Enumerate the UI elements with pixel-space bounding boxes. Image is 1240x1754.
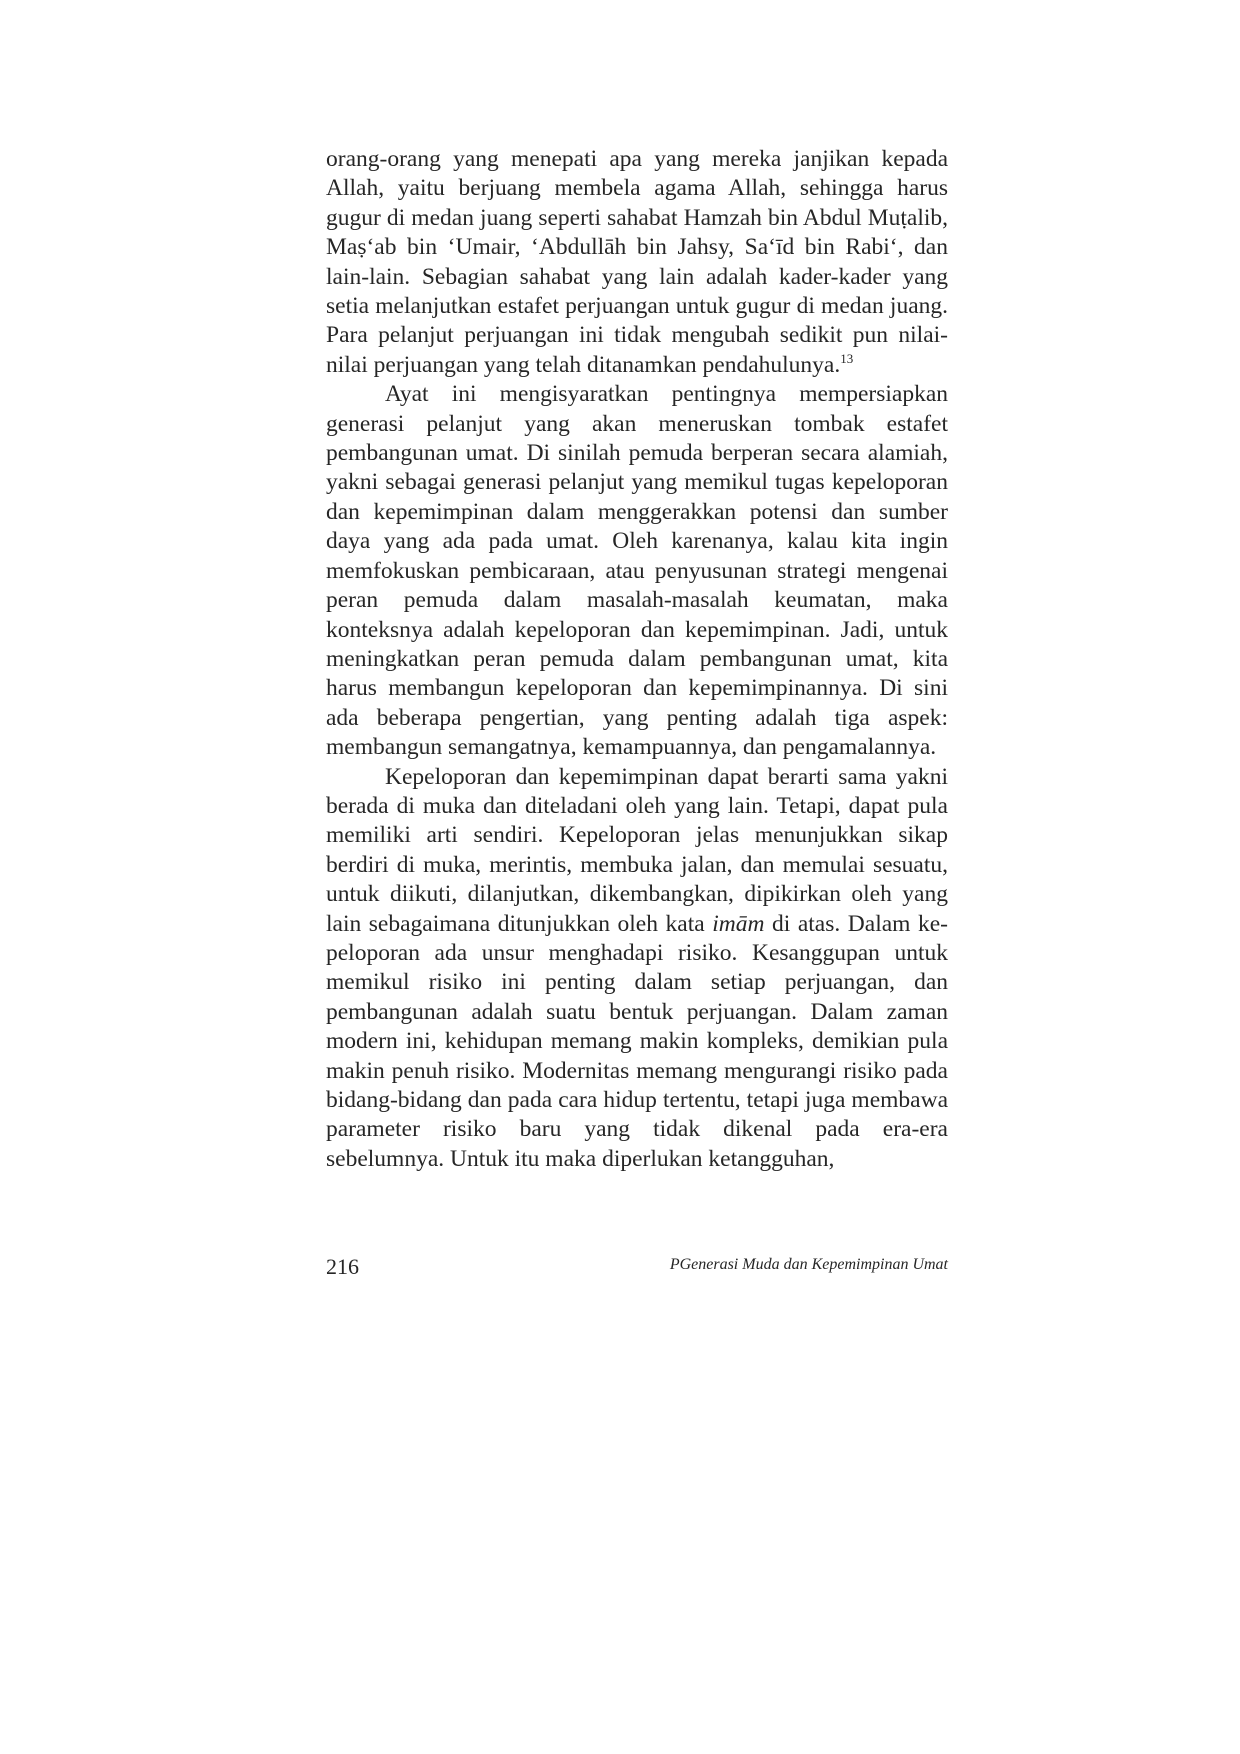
paragraph-2-text: Ayat ini mengisyaratkan pentingnya mempersiapkan generasi pelanjut yang akan meneruskan tombak estafet pembangunan umat. Di sinilah pemuda berperan secara alamiah, yakni sebagai generasi pelanjut yang memikul tugas kepeloporan dan kepemimpinan dalam menggerakkan potensi dan sumber daya yang ada pada umat. Oleh karenanya, kalau kita ingin memfokuskan pembicaraan, atau penyusunan strategi mengenai peran pemuda dalam masalah-masalah keumatan, maka konteksnya adalah kepeloporan dan kepemimpinan. Jadi, untuk meningkatkan peran pemuda dalam pembangunan umat, kita harus membangun kepeloporan dan kepemimpinannya. Di sini ada beberapa pengertian, yang penting adalah tiga aspek: membangun semangatnya, kemampuannya, dan pengamalannya. [326,381,948,761]
paragraph-2 [326,380,948,762]
paragraph-3-text-end: di atas. Dalam kepeloporan ada unsur menghadapi risiko. Kesanggupan untuk memikul risiko ini penting dalam setiap perjuangan, dan pembangunan adalah suatu bentuk perjuangan. Dalam zaman modern ini, kehidupan memang makin kompleks, demikian pula makin penuh risiko. Modernitas memang mengurangi risiko pada bidang-bidang dan pada cara hidup tertentu, tetapi juga membawa parameter risiko baru yang tidak dikenal pada era-era sebelumnya. Untuk itu maka diperlukan ketangguhan, [326,910,948,1172]
page-footer [326,1254,948,1284]
paragraph-1-text: orang-orang yang menepati apa yang mereka janjikan kepada Allah, yaitu berjuang membela agama Allah, sehingga harus gugur di medan juang seperti sahabat Hamzah bin Abdul Muṭalib, Maṣ‘ab bin ‘Umair, ‘Abdullāh bin Jahsy, Sa‘īd bin Rabi‘, dan lain-lain. Sebagian sahabat yang lain adalah kader-kader yang setia melanjutkan estafet perjuangan untuk gugur di medan juang. Para pelanjut perjuangan ini tidak mengubah sedikit pun nilai-nilai perjuangan yang telah ditanamkan pendahulunya. [326,146,948,378]
page-number: 216 [326,1254,359,1279]
body-text [326,145,948,1174]
footnote-reference: 13 [840,350,854,366]
paragraph-1 [326,145,948,380]
italic-term: imām [712,910,765,937]
paragraph-3 [326,763,948,1175]
running-title: PGenerasi Muda dan Kepemimpinan Umat [669,1256,948,1273]
paragraph-3-text-start: Kepeloporan dan kepemimpinan dapat berarti sama yakni berada di muka dan diteladani oleh yang lain. Tetapi, dapat pula memiliki arti sendiri. Kepeloporan jelas menunjukkan sikap berdiri di muka, merintis, membuka jalan, dan memulai sesuatu, untuk diikuti, dilanjutkan, dikembangkan, dipikirkan oleh yang lain sebagaimana ditunjukkan oleh kata [326,763,948,937]
